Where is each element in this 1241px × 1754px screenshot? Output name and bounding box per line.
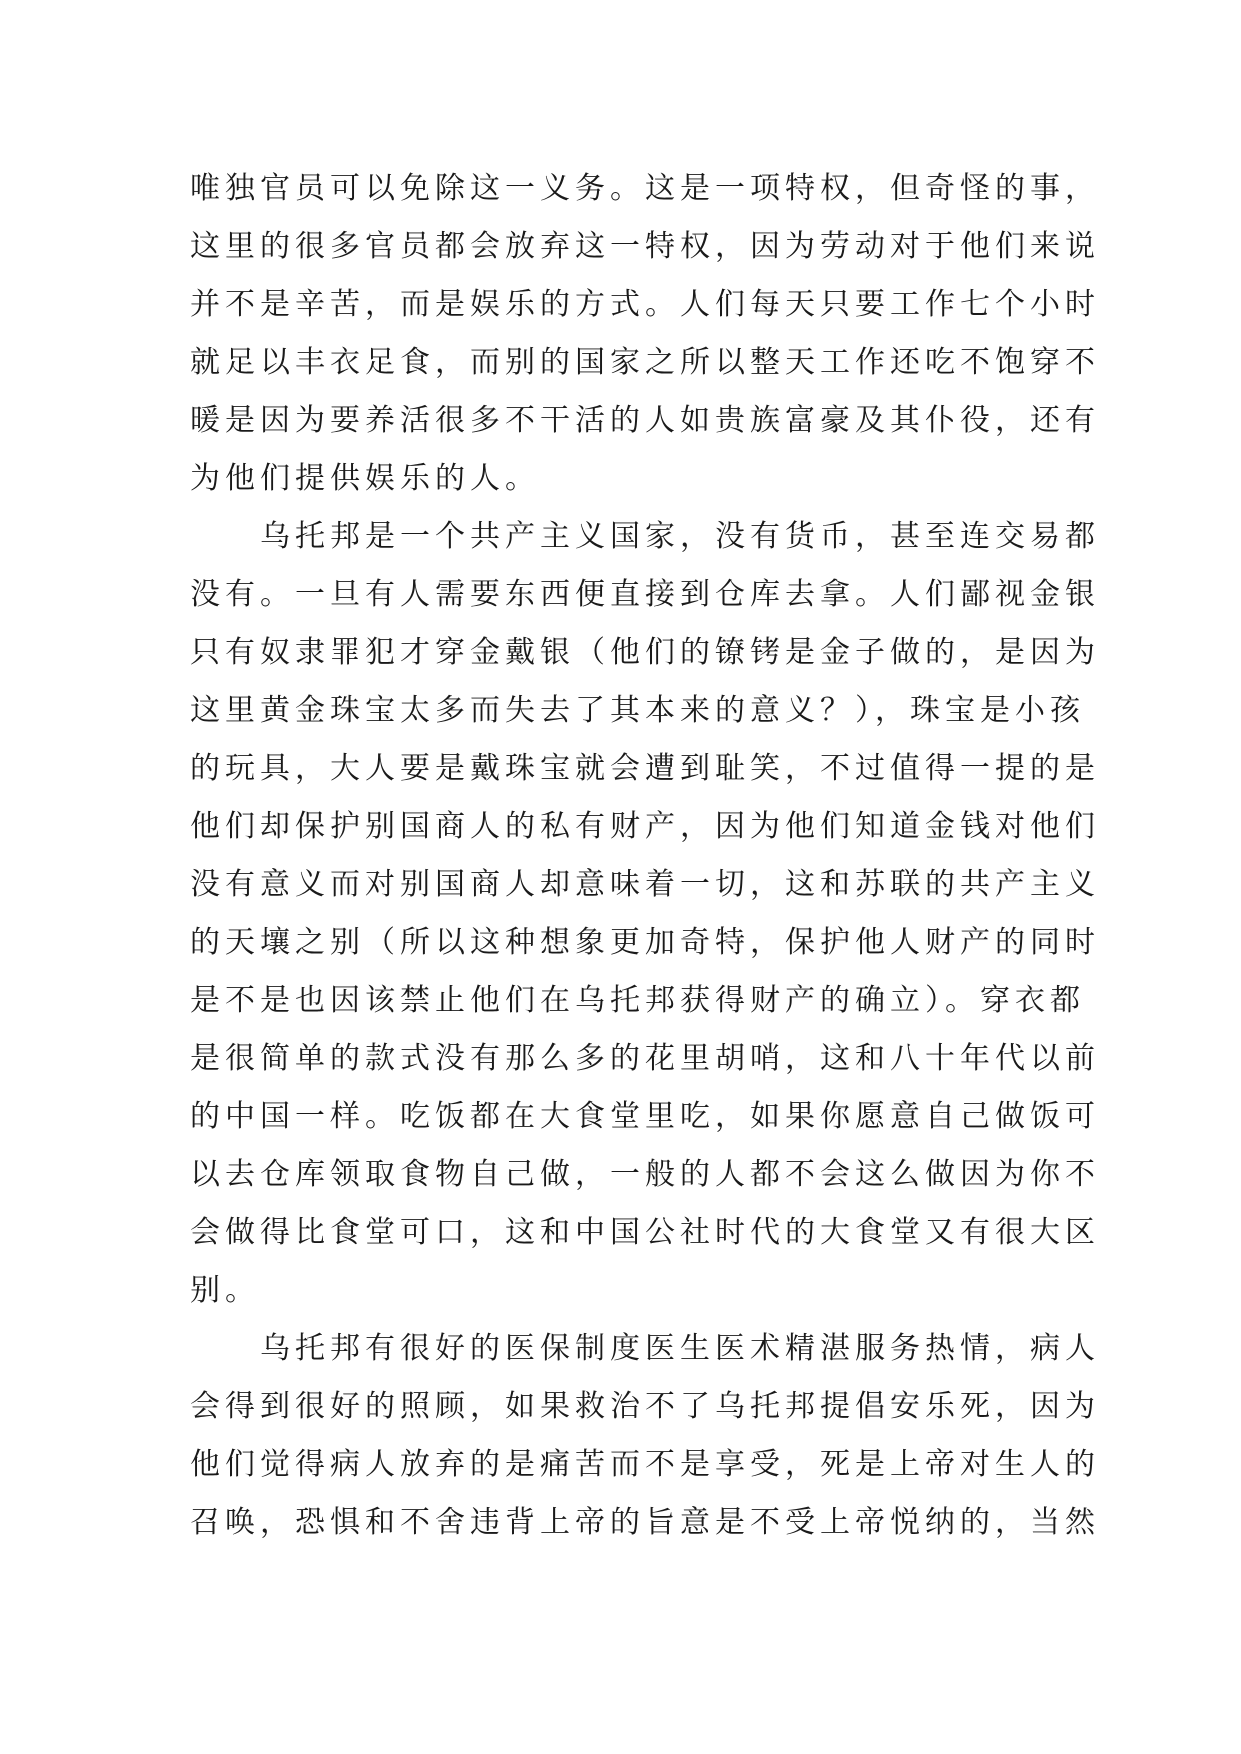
text-line: 是很简单的款式没有那么多的花里胡哨，这和八十年代以前 [190, 1041, 1100, 1076]
paragraph [190, 508, 1100, 1320]
text-line: 召唤，恐惧和不舍违背上帝的旨意是不受上帝悦纳的，当然 [190, 1505, 1100, 1540]
text-line: 会得到很好的照顾，如果救治不了乌托邦提倡安乐死，因为 [190, 1389, 1100, 1424]
body-text [190, 160, 1100, 1552]
text-line: 暖是因为要养活很多不干活的人如贵族富豪及其仆役，还有 [190, 403, 1100, 438]
paragraph [190, 1320, 1100, 1552]
text-line: 以去仓库领取食物自己做，一般的人都不会这么做因为你不 [190, 1157, 1100, 1192]
text-line: 就足以丰衣足食，而别的国家之所以整天工作还吃不饱穿不 [190, 345, 1100, 380]
text-line: 的玩具，大人要是戴珠宝就会遭到耻笑，不过值得一提的是 [190, 751, 1100, 786]
text-line: 他们觉得病人放弃的是痛苦而不是享受，死是上帝对生人的 [190, 1447, 1100, 1482]
text-line: 没有意义而对别国商人却意味着一切，这和苏联的共产主义 [190, 867, 1100, 902]
text-line: 为他们提供娱乐的人。 [190, 461, 540, 496]
text-line: 的天壤之别（所以这种想象更加奇特，保护他人财产的同时 [190, 925, 1100, 960]
text-line: 乌托邦是一个共产主义国家，没有货币，甚至连交易都 [190, 519, 1100, 554]
text-line: 这里黄金珠宝太多而失去了其本来的意义？），珠宝是小孩 [190, 693, 1085, 728]
text-line: 的中国一样。吃饭都在大食堂里吃，如果你愿意自己做饭可 [190, 1099, 1100, 1134]
paragraph [190, 160, 1100, 508]
text-line: 别。 [190, 1273, 260, 1308]
text-line: 他们却保护别国商人的私有财产，因为他们知道金钱对他们 [190, 809, 1100, 844]
text-line: 并不是辛苦，而是娱乐的方式。人们每天只要工作七个小时 [190, 287, 1100, 322]
text-line: 这里的很多官员都会放弃这一特权，因为劳动对于他们来说 [190, 229, 1100, 264]
text-line: 是不是也因该禁止他们在乌托邦获得财产的确立）。穿衣都 [190, 983, 1085, 1018]
text-line: 唯独官员可以免除这一义务。这是一项特权，但奇怪的事， [190, 171, 1100, 206]
text-line: 乌托邦有很好的医保制度医生医术精湛服务热情，病人 [190, 1331, 1100, 1366]
text-line: 没有。一旦有人需要东西便直接到仓库去拿。人们鄙视金银 [190, 577, 1100, 612]
text-line: 会做得比食堂可口，这和中国公社时代的大食堂又有很大区 [190, 1215, 1100, 1250]
text-line: 只有奴隶罪犯才穿金戴银（他们的镣铐是金子做的，是因为 [190, 635, 1100, 670]
